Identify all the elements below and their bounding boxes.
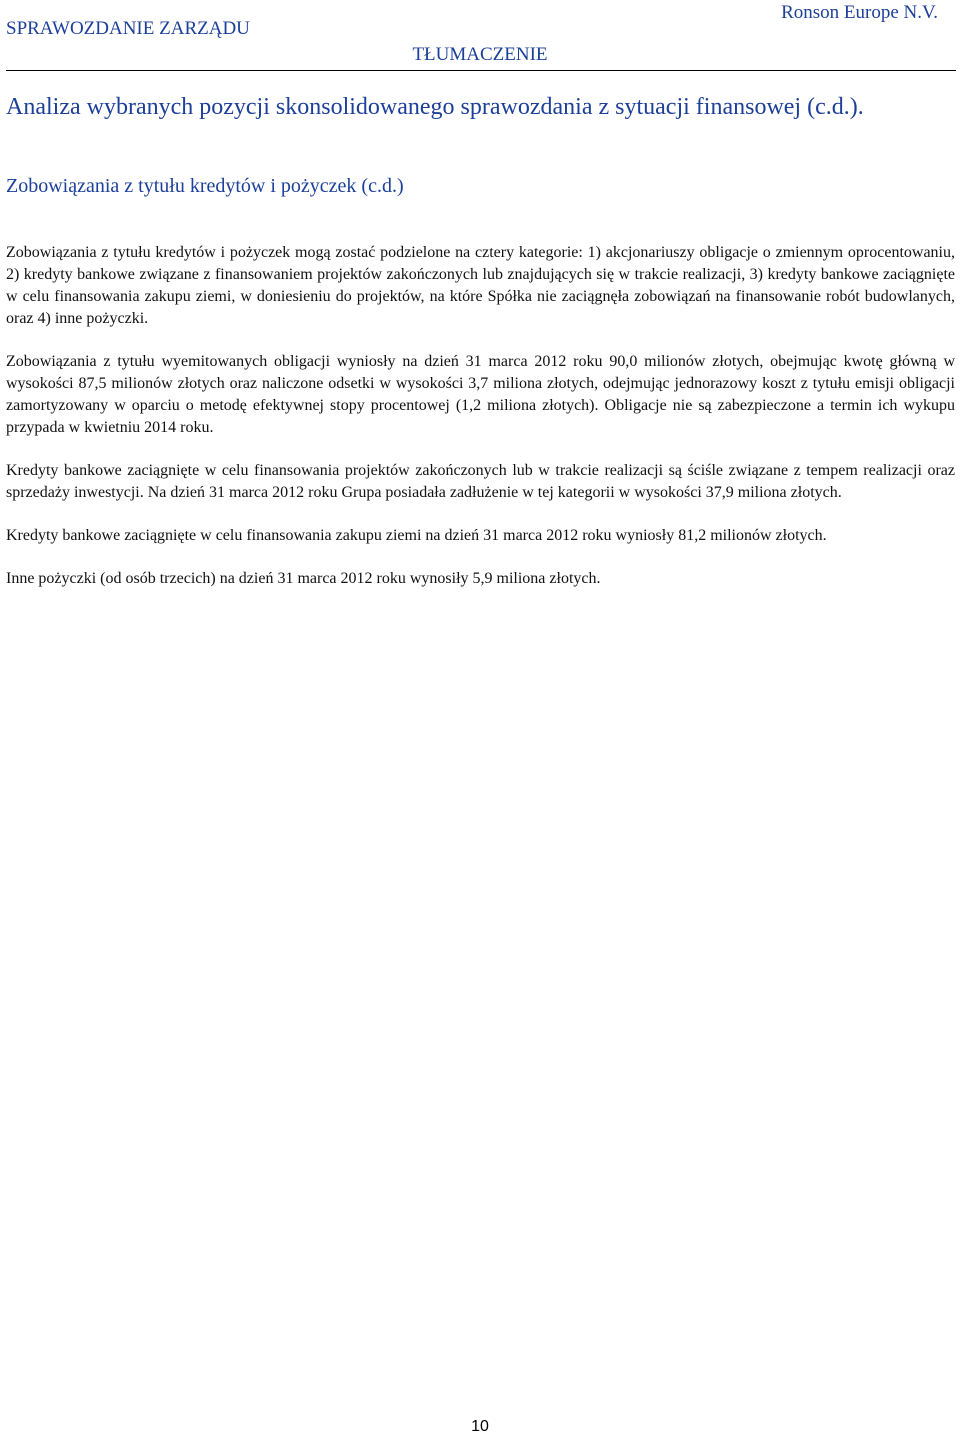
paragraph-bonds: Zobowiązania z tytułu wyemitowanych obligacji wyniosły na dzień 31 marca 2012 roku 90,0 milionów złotych, obejmując kwotę główną w wysokości 87,5 milionów złotych oraz naliczone odsetki w wysokości 3,7 miliona złotych, odejmując jednorazowy koszt z tytułu emisji obligacji zamortyzowany w oparciu o metodę efektywnej stopy procentowej (1,2 miliona złotych). Obligacje nie są zabezpieczone a termin ich wykupu przypada w kwietniu 2014 roku. <box>6 353 955 436</box>
page-number: 10 <box>471 1418 489 1435</box>
subsection-title: Zobowiązania z tytułu kredytów i pożyczek (c.d.) <box>6 175 404 197</box>
paragraph-land-loans: Kredyty bankowe zaciągnięte w celu finansowania zakupu ziemi na dzień 31 marca 2012 roku wyniosły 81,2 milionów złotych. <box>6 527 827 544</box>
header-report-title: SPRAWOZDANIE ZARZĄDU <box>6 18 250 39</box>
paragraph-other-loans: Inne pożyczki (od osób trzecich) na dzień 31 marca 2012 roku wynosiły 5,9 miliona złotych. <box>6 570 601 587</box>
paragraph-loan-categories: Zobowiązania z tytułu kredytów i pożyczek mogą zostać podzielone na cztery kategorie: 1) akcjonariuszy obligacje o zmiennym oprocentowaniu, 2) kredyty bankowe związane z finansowaniem projektów zakończonych lub znajdujących się w trakcie realizacji, 3) kredyty bankowe zaciągnięte w celu finansowania zakupu ziemi, w doniesieniu do projektów, na które Spółka nie zaciągnęła zobowiązań na finansowanie robót budowlanych, oraz 4) inne pożyczki. <box>6 244 955 327</box>
body-text <box>6 242 955 611</box>
section-title: Analiza wybranych pozycji skonsolidowanego sprawozdania z sytuacji finansowej (c.d.). <box>6 94 864 120</box>
header-divider <box>6 70 956 71</box>
header-translation-label: TŁUMACZENIE <box>412 44 548 65</box>
header-company-name: Ronson Europe N.V. <box>781 2 938 23</box>
paragraph-project-loans: Kredyty bankowe zaciągnięte w celu finansowania projektów zakończonych lub w trakcie realizacji są ściśle związane z tempem realizacji oraz sprzedaży inwestycji. Na dzień 31 marca 2012 roku Grupa posiadała zadłużenie w tej kategorii w wysokości 37,9 miliona złotych. <box>6 462 955 501</box>
